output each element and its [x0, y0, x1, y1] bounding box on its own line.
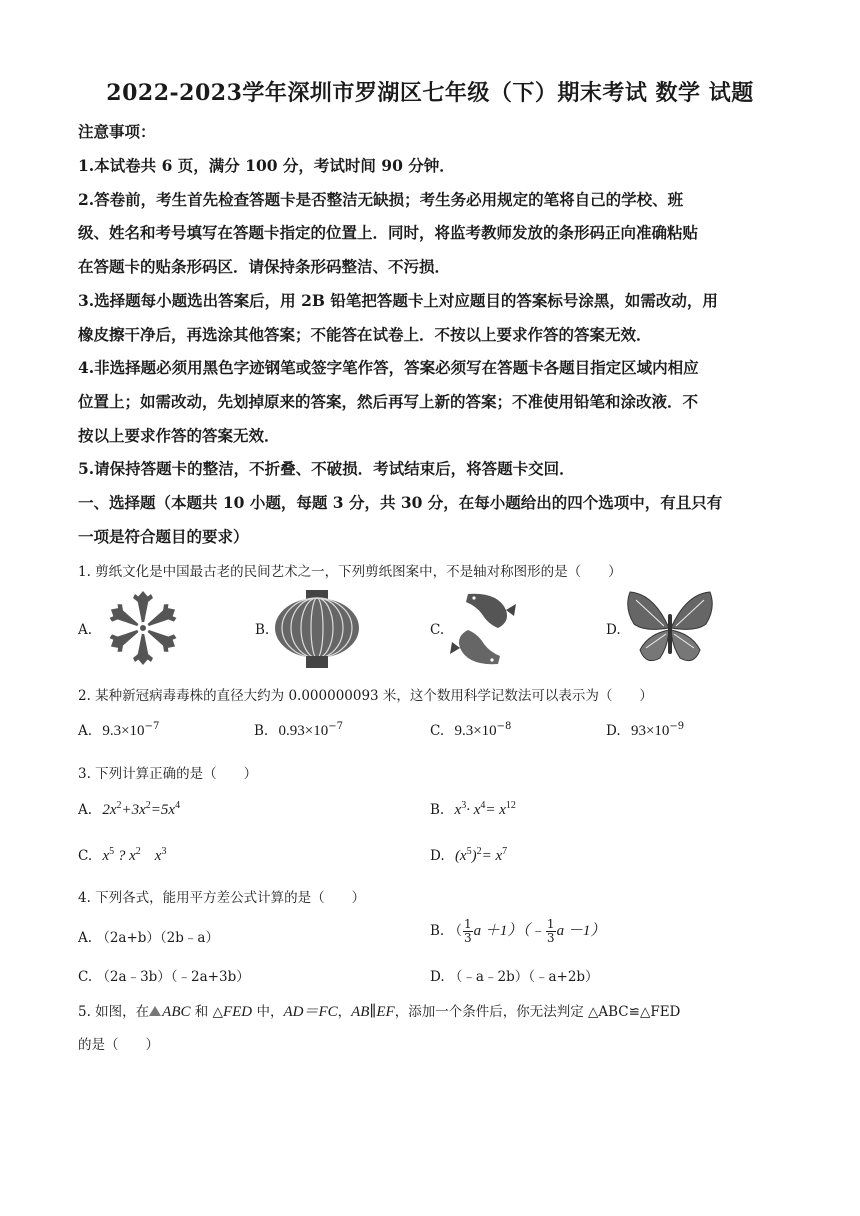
q3-c-term2: ? x [114, 848, 136, 864]
notes-line-5: 3.选择题每小题选出答案后，用 2B 铅笔把答题卡上对应题目的答案标号涂黑，如需改动，用 [78, 291, 718, 310]
q5-pre: 5. 如图，在 [78, 1004, 150, 1020]
q3-a-exp1: 2 [116, 800, 122, 811]
q3-d-exp2: 2 [476, 846, 482, 857]
q3-b-exp3: 12 [505, 800, 516, 811]
notes-line-8: 位置上；如需改动，先划掉原来的答案，然后再写上新的答案；不准使用铅笔和涂改液．不 [78, 392, 699, 411]
q4-b-open: （ [448, 923, 463, 939]
q3-option-d [430, 846, 507, 865]
q3-option-d-label: D. [430, 848, 445, 864]
q2-option-c-exp: −8 [496, 721, 512, 732]
q2-option-c-label: C. [430, 723, 445, 739]
q3-a-term2: +3x [121, 802, 146, 818]
q3-option-b [430, 800, 516, 819]
q4-option-c: C. （2a﹣3b）（﹣2a+3b） [78, 969, 250, 985]
notes-line-2: 2.答卷前，考生首先检查答题卡是否整洁无缺损；考生务必用规定的笔将自己的学校、班 [78, 190, 684, 209]
q2-option-d-exp: −9 [669, 721, 685, 732]
q2-option-a-label: A. [78, 723, 93, 739]
notes-line-3: 级、姓名和考号填写在答题卡指定的位置上．同时，将监考教师发放的条形码正向准确粘贴 [78, 223, 699, 242]
q4-b-mid: a ＋1）（﹣ [473, 923, 545, 939]
q2-option-d-label: D. [606, 723, 621, 739]
q5-separator: ， [337, 1004, 352, 1020]
exam-title: 2022-2023学年深圳市罗湖区七年级（下）期末考试 数学 试题 [106, 80, 754, 106]
q2-option-c [430, 721, 511, 740]
q3-c-exp2: 2 [135, 846, 141, 857]
q5-stem-line2: 的是（ ） [78, 1037, 159, 1053]
q5-triangle-1: ABC [162, 1004, 191, 1020]
notes-line-7: 4.非选择题必须用黑色字迹钢笔或签字笔作答，答案必须写在答题卡各题目指定区域内相应 [78, 358, 699, 377]
q5-stem-line1 [78, 1000, 680, 1021]
notes-line-4: 在答题卡的贴条形码区．请保持条形码整洁、不污损． [78, 257, 451, 276]
q3-d-exp1: 5 [466, 846, 472, 857]
q3-d-term1: (x [454, 848, 467, 864]
q4-stem: 4. 下列各式，能用平方差公式计算的是（ ） [78, 890, 366, 906]
notes-heading: 注意事项： [78, 122, 156, 141]
q4-b-fraction-2: $\frac{1}{3}$ [546, 917, 555, 945]
q3-option-b-label: B. [430, 802, 445, 818]
q3-c-exp3: 3 [161, 846, 167, 857]
q3-d-exp3: 7 [502, 846, 508, 857]
q5-triangle-2: FED [222, 1004, 253, 1020]
q2-option-a [78, 721, 159, 740]
q5-post: ，添加一个条件后，你无法判定 △ABC≌△FED [394, 1004, 681, 1020]
q3-c-term3: x [154, 848, 162, 864]
q2-option-d-base: 93×10 [630, 723, 670, 739]
notes-line-6: 橡皮擦干净后，再选涂其他答案；不能答在试卷上．不按以上要求作答的答案无效． [78, 325, 652, 344]
q1-option-a-label: A. [78, 622, 93, 638]
section1-heading-1: 一、选择题（本题共 10 小题，每题 3 分，共 30 分，在每小题给出的四个选项中，有且只有 [78, 493, 723, 512]
q3-a-term1: 2x [102, 802, 117, 818]
q1-figure-b-lantern [272, 588, 362, 670]
q3-a-term3: =5x [150, 802, 176, 818]
q3-option-c [78, 846, 166, 865]
q3-b-term1: x [454, 802, 462, 818]
q3-d-term3: = x [481, 848, 503, 864]
q5-mid1: 和 △ [190, 1004, 223, 1020]
q3-b-term2: · x [466, 802, 481, 818]
section1-heading-2: 一项是符合题目的要求） [78, 527, 249, 546]
q4-option-b-label: B. [430, 923, 445, 939]
q5-condition-1: AD＝FC [283, 1004, 338, 1020]
q3-stem: 3. 下列计算正确的是（ ） [78, 766, 258, 782]
q2-option-a-exp: −7 [144, 721, 160, 732]
q1-option-c-label: C. [430, 622, 445, 638]
q5-condition-2: AB∥EF [351, 1004, 395, 1020]
q3-option-c-label: C. [78, 848, 93, 864]
q1-option-d-label: D. [606, 622, 621, 638]
q2-option-b-base: 0.93×10 [278, 723, 329, 739]
q3-option-a-label: A. [78, 802, 93, 818]
q3-b-exp1: 3 [461, 800, 467, 811]
q1-option-b-label: B. [255, 622, 270, 638]
q2-option-c-base: 9.3×10 [454, 723, 497, 739]
q2-option-b-exp: −7 [328, 721, 343, 732]
q1-figure-d-butterfly [624, 588, 716, 670]
q2-stem: 2. 某种新冠病毒毒株的直径大约为 0.000000093 米，这个数用科学记数法可以表示为（ ） [78, 688, 653, 704]
q4-option-d: D. （﹣a﹣2b）（﹣a+2b） [430, 969, 599, 985]
notes-line-9: 按以上要求作答的答案无效． [78, 426, 280, 445]
q1-stem: 1. 剪纸文化是中国最古老的民间艺术之一，下列剪纸图案中，不是轴对称图形的是（ ） [78, 564, 622, 580]
q1-figure-c-koi [448, 588, 518, 670]
q2-option-b-label: B. [254, 723, 269, 739]
q3-d-term2: ) [471, 848, 477, 864]
q3-c-term1: x [102, 848, 110, 864]
q4-b-fraction-1: $\frac{1}{3}$ [464, 917, 472, 945]
q2-option-a-base: 9.3×10 [102, 723, 145, 739]
q3-option-a [78, 800, 180, 819]
q4-option-b [430, 918, 605, 945]
q4-option-a: A. （2a+b）（2b﹣a） [78, 930, 219, 946]
notes-line-10: 5.请保持答题卡的整洁，不折叠、不破损．考试结束后，将答题卡交回． [78, 459, 575, 478]
triangle-icon [149, 1006, 161, 1016]
q5-mid2: 中， [252, 1004, 284, 1020]
q3-c-exp1: 5 [109, 846, 115, 857]
q3-a-exp2: 2 [145, 800, 151, 811]
q1-figure-a-snowflake [98, 588, 188, 668]
q2-option-b [254, 721, 343, 740]
notes-line-1: 1.本试卷共 6 页，满分 100 分，考试时间 90 分钟． [78, 156, 455, 175]
q2-option-d [606, 721, 684, 740]
q3-b-term3: = x [485, 802, 506, 818]
q3-b-exp2: 4 [480, 800, 486, 811]
q4-b-end: a －1） [556, 923, 606, 939]
q3-a-exp3: 4 [175, 800, 181, 811]
